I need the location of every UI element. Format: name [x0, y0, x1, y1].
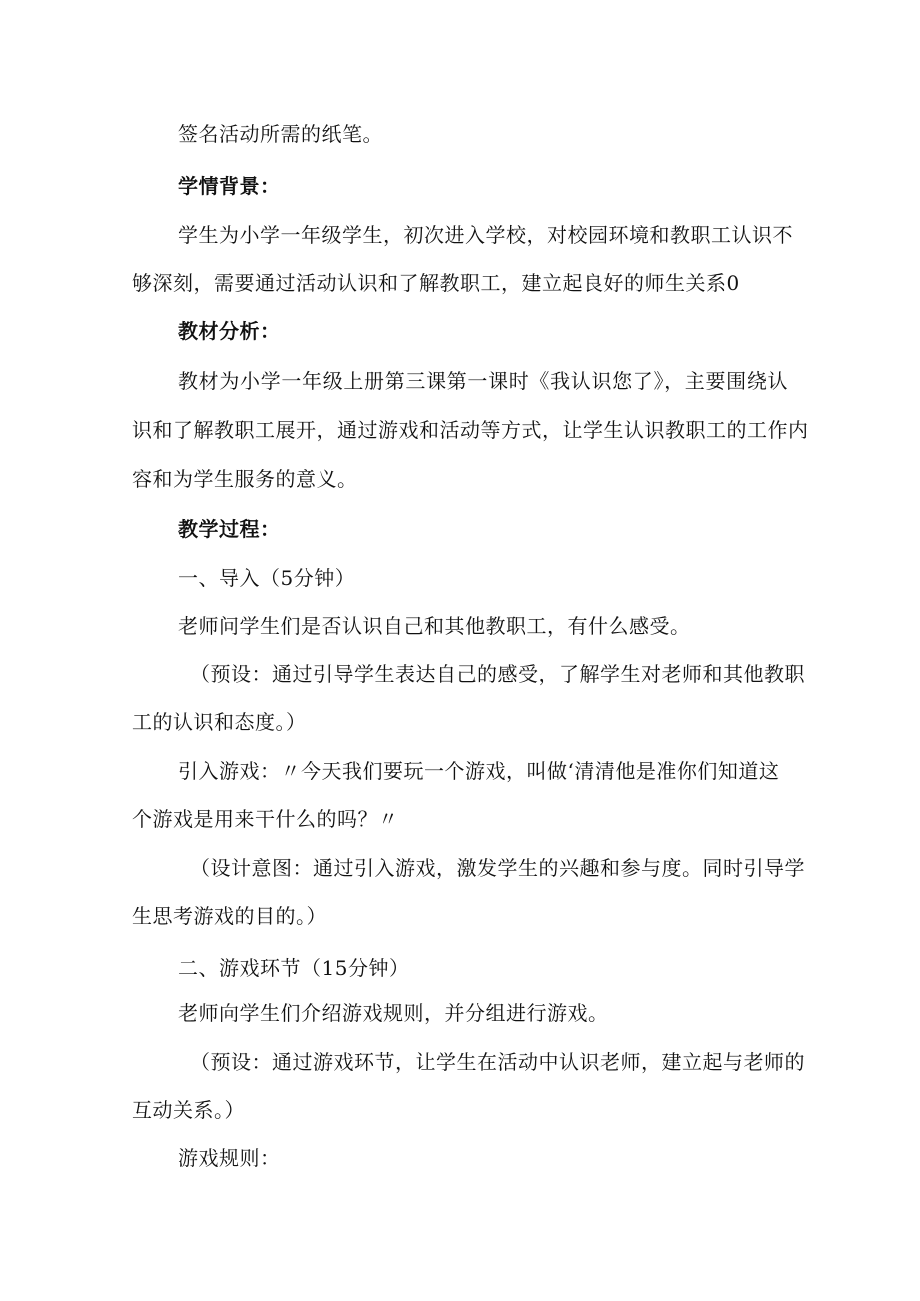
textbook-analysis-line-1: 教材为小学一年级上册第三课第一课时《我认识您了》，主要围绕认	[178, 369, 788, 393]
section-1-paragraph: 老师问学生们是否认识自己和其他教职工，有什么感受。	[178, 614, 691, 638]
section-1-preset-line-2: 工的认识和态度。）	[132, 710, 307, 734]
section-2-title: 二、游戏环节（15分钟）	[178, 956, 410, 980]
section-1-title: 一、导入（5分钟）	[178, 566, 356, 590]
section-2-preset-line-2: 互动关系。）	[132, 1098, 245, 1122]
materials-text: 签名活动所需的纸笔。	[178, 122, 383, 146]
teaching-process-heading: 教学过程：	[178, 517, 281, 541]
section-2-preset-line-1: （预设：通过游戏环节，让学生在活动中认识老师，建立起与老师的	[190, 1050, 805, 1074]
learning-background-line-1: 学生为小学一年级学生，初次进入学校，对校园环境和教职工认识不	[178, 223, 793, 247]
section-1-game-line-1: 引入游戏：〃今天我们要玩一个游戏，叫做‘清清他是准你们知道这	[178, 759, 780, 783]
textbook-analysis-line-2: 识和了解教职工展开，通过游戏和活动等方式，让学生认识教职工的工作内	[132, 418, 809, 442]
textbook-analysis-line-3: 容和为学生服务的意义。	[132, 467, 358, 491]
section-1-design-line-1: （设计意图：通过引入游戏，激发学生的兴趣和参与度。同时引导学	[190, 856, 805, 880]
section-1-design-line-2: 生思考游戏的目的。）	[132, 904, 327, 928]
learning-background-line-2: 够深刻，需要通过活动认识和了解教职工，建立起良好的师生关系0	[132, 271, 740, 295]
section-2-paragraph: 老师向学生们介绍游戏规则，并分组进行游戏。	[178, 1001, 609, 1025]
section-1-preset-line-1: （预设：通过引导学生表达自己的感受，了解学生对老师和其他教职	[190, 662, 805, 686]
section-2-rules-label: 游戏规则：	[178, 1146, 281, 1170]
section-1-game-line-2: 个游戏是用来干什么的吗？〃	[132, 807, 399, 831]
textbook-analysis-heading: 教材分析：	[178, 319, 281, 343]
learning-background-heading: 学情背景：	[178, 174, 281, 198]
